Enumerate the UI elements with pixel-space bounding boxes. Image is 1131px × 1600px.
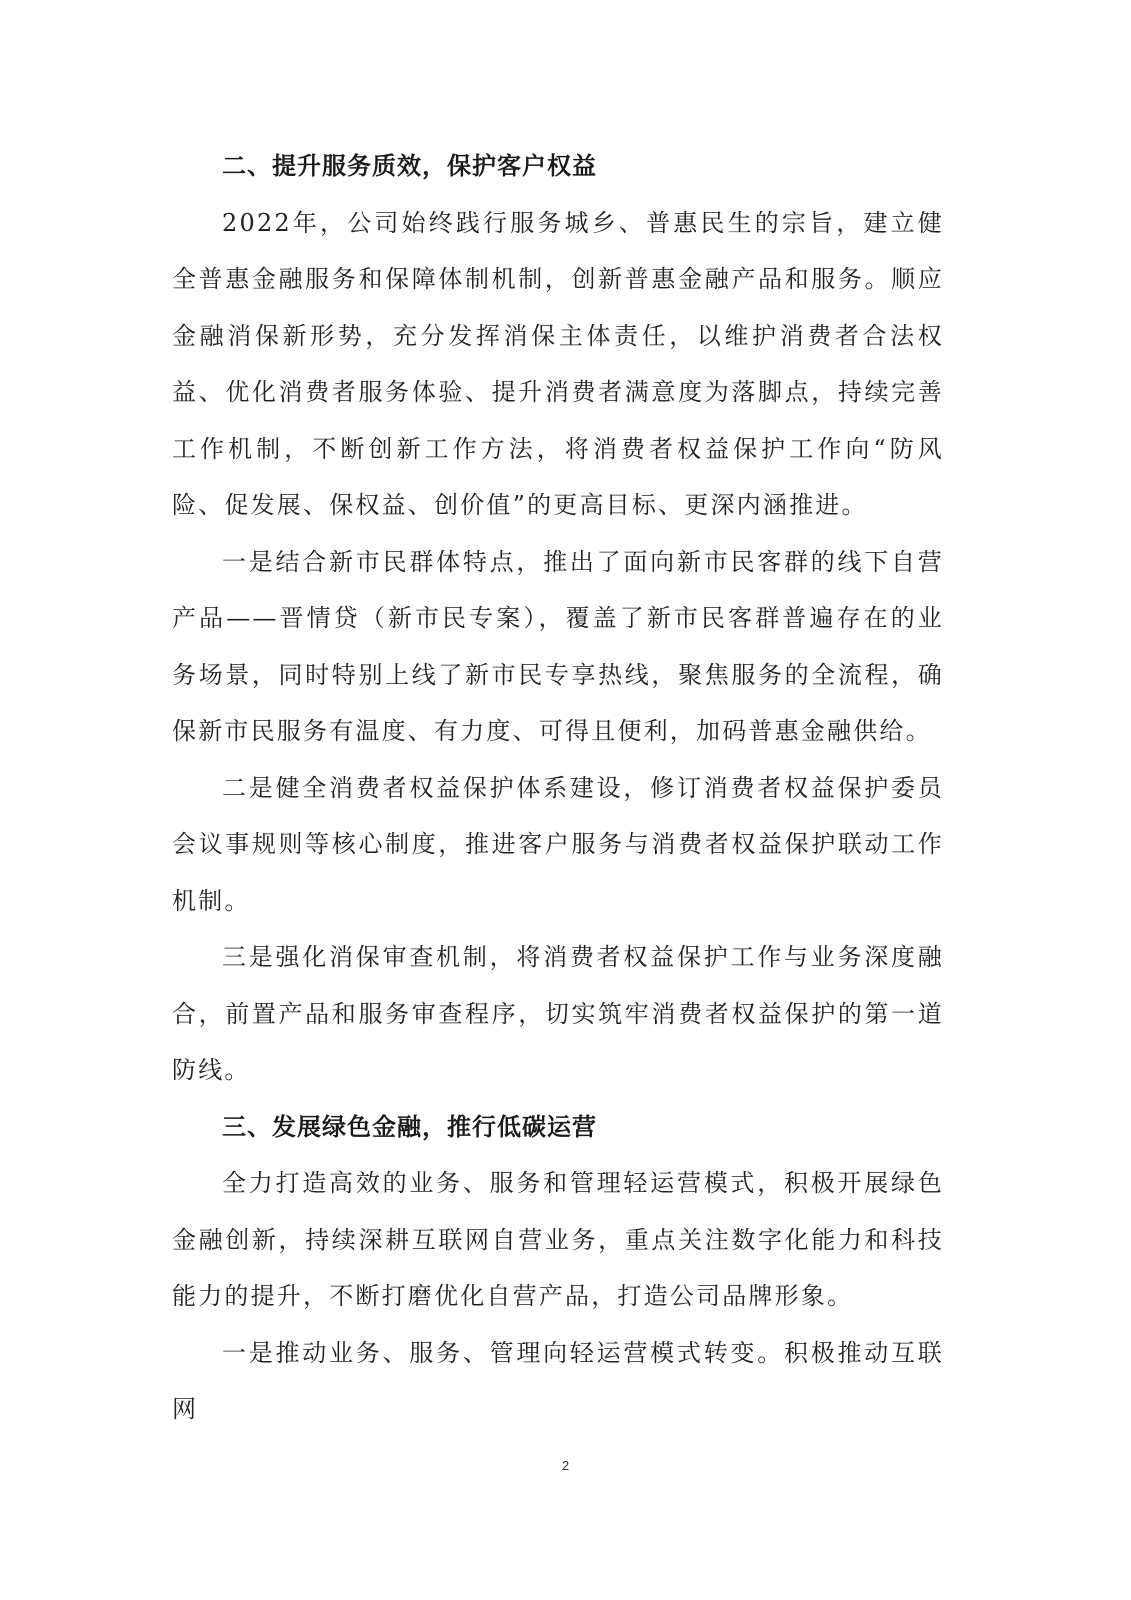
paragraph-operation-transition: 一是推动业务、服务、管理向轻运营模式转变。积极推动互联网	[172, 1338, 944, 1423]
section-heading-green-finance: 三、发展绿色金融，推行低碳运营	[222, 1112, 597, 1141]
paragraph-protection-system: 二是健全消费者权益保护体系建设，修订消费者权益保护委员会议事规则等核心制度，推进客户服务与消费者权益保护联动工作机制。	[172, 773, 944, 915]
paragraph-light-operation: 全力打造高效的业务、服务和管理轻运营模式，积极开展绿色金融创新，持续深耕互联网自营业务，重点关注数字化能力和科技能力的提升，不断打磨优化自营产品，打造公司品牌形象。	[172, 1169, 944, 1310]
paragraph-review-mechanism: 三是强化消保审查机制，将消费者权益保护工作与业务深度融合，前置产品和服务审查程序，切实筑牢消费者权益保护的第一道防线。	[172, 943, 944, 1084]
document-body	[172, 138, 944, 1438]
section-heading-service-quality: 二、提升服务质效，保护客户权益	[222, 152, 597, 180]
paragraph-2022-overview: 2022年，公司始终践行服务城乡、普惠民生的宗旨，建立健全普惠金融服务和保障体制机制，创新普惠金融产品和服务。顺应金融消保新形势，充分发挥消保主体责任，以维护消费者合法权益、优化消费者服务体验、提升消费者满意度为落脚点，持续完善工作机制，不断创新工作方法，将消费者权益保护工作向“防风险、促发展、保权益、创价值”的更高目标、更深内涵推进。	[172, 208, 944, 519]
paragraph-new-citizens: 一是结合新市民群体特点，推出了面向新市民客群的线下自营产品——晋情贷（新市民专案），覆盖了新市民客群普遍存在的业务场景，同时特别上线了新市民专享热线，聚焦服务的全流程，确保新市民服务有温度、有力度、可得且便利，加码普惠金融供给。	[172, 547, 944, 745]
page-number: 2	[561, 1458, 570, 1473]
